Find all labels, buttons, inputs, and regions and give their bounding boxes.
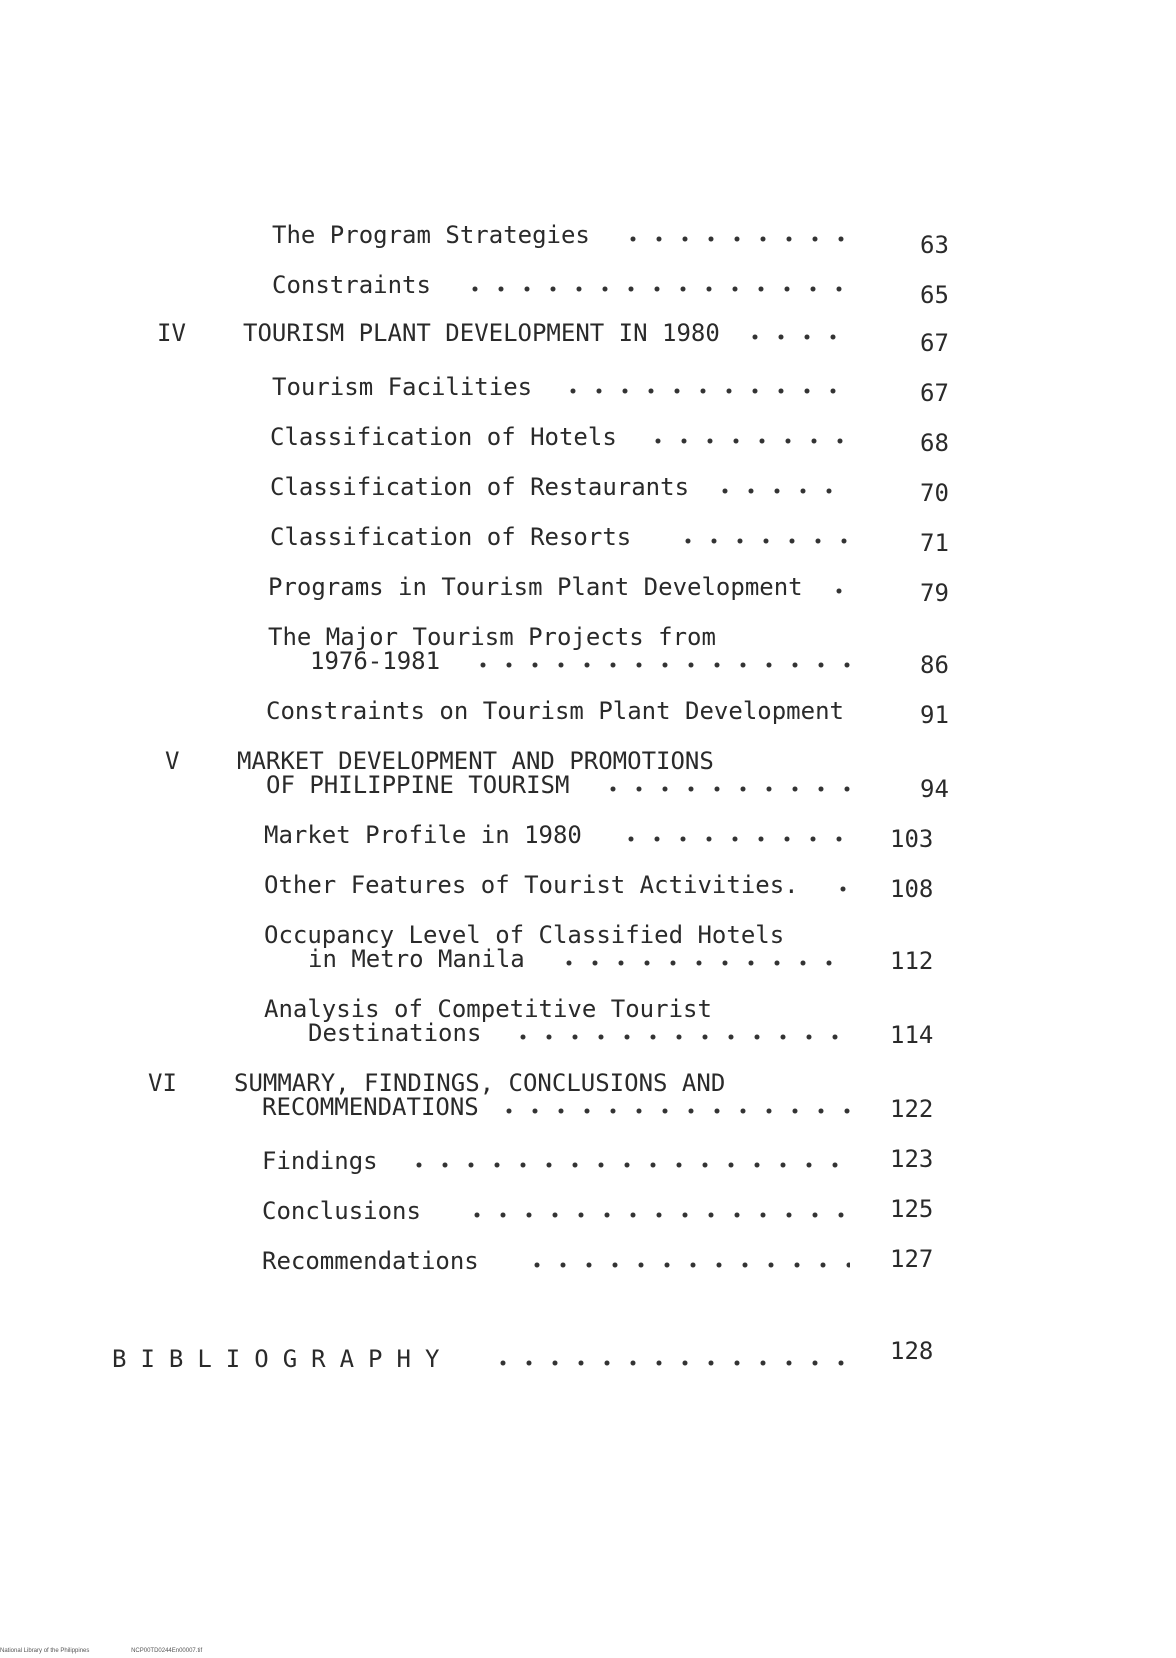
toc-entry-page: 108 — [890, 875, 934, 903]
dot-leader — [490, 1360, 850, 1366]
toc-entry-title: Findings — [262, 1147, 378, 1175]
toc-entry-title: BIBLIOGRAPHY — [112, 1345, 454, 1373]
toc-entry-page: 71 — [920, 529, 949, 557]
dot-leader — [620, 236, 850, 242]
toc-entry-title: The Program Strategies — [272, 221, 590, 249]
dot-leader — [464, 1212, 850, 1218]
toc-entry-title: Classification of Hotels — [270, 423, 617, 451]
toc-entry-title: Classification of Resorts — [270, 523, 632, 551]
dot-leader — [470, 662, 850, 668]
toc-entry-page: 91 — [920, 701, 949, 729]
toc-entry-title: Recommendations — [262, 1247, 479, 1275]
toc-entry-page: 125 — [890, 1195, 934, 1223]
toc-entry-title: MARKET DEVELOPMENT AND PROMOTIONS — [237, 747, 714, 775]
dot-leader — [510, 1034, 850, 1040]
toc-entry-title-line2: Destinations — [308, 1019, 482, 1047]
chapter-number: IV — [157, 319, 186, 347]
footer-filename: NCP00TD0244En00007.tif — [131, 1648, 203, 1654]
dot-leader — [600, 786, 850, 792]
dot-leader — [462, 286, 850, 292]
toc-entry-title: SUMMARY, FINDINGS, CONCLUSIONS AND — [234, 1069, 726, 1097]
toc-entry-page: 128 — [890, 1337, 934, 1365]
toc-entry-title-line2: in Metro Manila — [308, 945, 525, 973]
dot-leader — [618, 836, 850, 842]
toc-entry-title: The Major Tourism Projects from — [268, 623, 716, 651]
toc-entry-title-line2: RECOMMENDATIONS — [262, 1093, 479, 1121]
toc-entry-page: 86 — [920, 651, 949, 679]
dot-leader — [742, 334, 850, 340]
toc-entry-title: Classification of Restaurants — [270, 473, 690, 501]
chapter-number: VI — [148, 1069, 177, 1097]
toc-entry-page: 123 — [890, 1145, 934, 1173]
chapter-number: V — [165, 747, 180, 775]
toc-entry-title-line2: OF PHILIPPINE TOURISM — [266, 771, 570, 799]
dot-leader — [830, 886, 854, 892]
toc-entry-page: 127 — [890, 1245, 934, 1273]
dot-leader — [406, 1162, 850, 1168]
toc-entry-title: Tourism Facilities — [272, 373, 533, 401]
toc-entry-page: 114 — [890, 1021, 934, 1049]
dot-leader — [524, 1262, 850, 1268]
toc-entry-page: 63 — [920, 231, 949, 259]
toc-entry-title: Market Profile in 1980 — [264, 821, 582, 849]
dot-leader — [675, 538, 850, 544]
toc-entry-title: Constraints on Tourism Plant Development — [266, 697, 844, 725]
dot-leader — [496, 1108, 850, 1114]
dot-leader — [556, 960, 850, 966]
dot-leader — [645, 438, 850, 444]
toc-entry-page: 67 — [920, 379, 949, 407]
toc-entry-page: 79 — [920, 579, 949, 607]
toc-entry-title: Conclusions — [262, 1197, 421, 1225]
toc-entry-page: 70 — [920, 479, 949, 507]
toc-entry-title: Other Features of Tourist Activities. — [264, 871, 799, 899]
dot-leader — [712, 488, 850, 494]
toc-entry-title: Analysis of Competitive Tourist — [264, 995, 712, 1023]
dot-leader — [826, 588, 850, 594]
scan-footer — [0, 1648, 242, 1654]
toc-entry-page: 103 — [890, 825, 934, 853]
toc-entry-page: 67 — [920, 329, 949, 357]
footer-library: National Library of the Philippines — [0, 1648, 90, 1654]
toc-entry-page: 94 — [920, 775, 949, 803]
toc-entry-title-line2: 1976-1981 — [310, 647, 441, 675]
toc-entry-title: Programs in Tourism Plant Development — [268, 573, 803, 601]
toc-entry-page: 65 — [920, 281, 949, 309]
toc-entry-page: 122 — [890, 1095, 934, 1123]
toc-entry-page: 112 — [890, 947, 934, 975]
toc-entry-title: Occupancy Level of Classified Hotels — [264, 921, 785, 949]
toc-entry-page: 68 — [920, 429, 949, 457]
dot-leader — [560, 388, 850, 394]
toc-entry-title: Constraints — [272, 271, 431, 299]
toc-entry-title: TOURISM PLANT DEVELOPMENT IN 1980 — [243, 319, 720, 347]
